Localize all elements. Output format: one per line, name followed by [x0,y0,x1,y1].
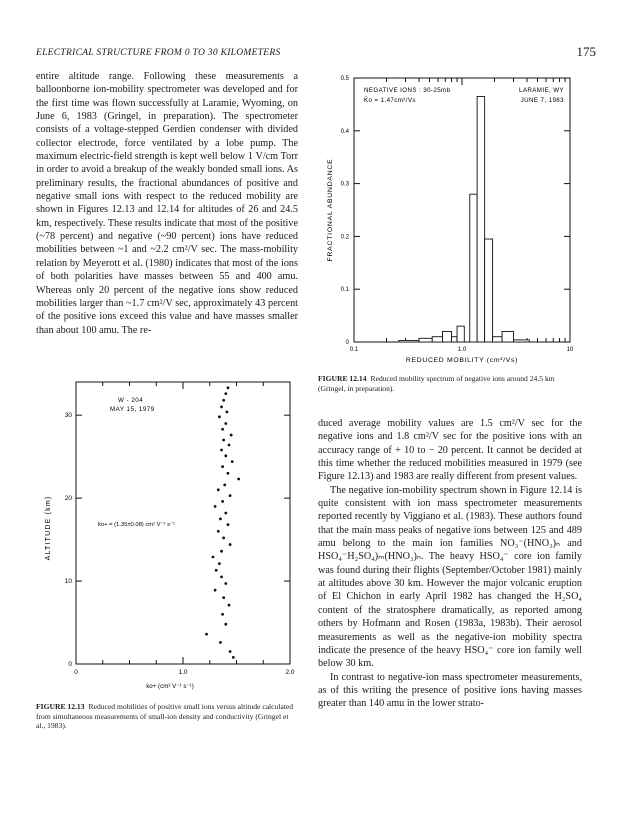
fig13-point [221,613,224,616]
caption-label: FIGURE 12.14 [318,374,367,383]
fig13-point [221,500,224,503]
fig13-point [224,623,227,626]
fig13-point [222,399,225,402]
fig13-point [222,596,225,599]
fig13-y-tick-label: 20 [64,495,72,503]
fig13-point [227,523,230,526]
fig13-point [237,478,240,481]
fig13-point [225,410,228,413]
fig13-point [232,656,235,659]
running-header: ELECTRICAL STRUCTURE FROM 0 TO 30 KILOMETERS [36,48,281,58]
fig14-bars [399,96,529,342]
fig13-point [229,650,232,653]
fig13-legend-flight: W - 204 [118,397,144,404]
fig13-x-axis [74,382,295,676]
fig13-point [220,449,223,452]
fig14-y-tick-label: 0.2 [340,234,349,241]
fig14-y-axis [341,76,570,346]
fig14-bar [470,194,477,342]
figure-12-14-chart [318,70,580,368]
fig13-point [227,386,230,389]
fig14-y-tick-label: 0.4 [340,128,349,135]
fig14-y-tick-label: 0 [345,340,349,346]
body-paragraph: entire altitude range. Following these measurements a balloonborne ion-mobility spectrometer was developed and for the first time was flown successfully at Laramie, Wyoming, on June 6, 1983 (Gringel, in preparation). The spectrometer consists of a voltage-stepped Gerdien condenser with divided collector electrode, force ventilated by a lobe pump. The maximum electric-field strength is kept well below 1 V/cm Torr in order to avoid a breakup of the weakly bonded small ions. As preliminary results, the fractional abundances of positive and negative small ions with respect to the reduced mobility are shown in Figures 12.13 and 12.14 for altitudes of 26 and 24.5 km, respectively. These results indicate that most of the positive (~78 percent) and negative (~90 percent) ions have reduced mobilities between ~1 and ~2.2 cm²/V sec. The mass-mobility relation by Meyerott et al. (1980) indicates that most of the ions of both polarities have masses between 55 and 400 amu. Whereas only 20 percent of the negative ions show reduced mobilities larger than ~1.7 cm²/V sec, approximately 43 percent of the positive ions exceed this value and have masses smaller than about 100 amu. The re- [36,71,298,336]
right-column-text [318,417,582,711]
fig13-point [221,428,224,431]
fig13-y-label: ALTITUDE (km) [45,495,52,561]
fig13-point [223,483,226,486]
fig14-y-tick-label: 0.5 [340,76,349,82]
fig13-y-tick-label: 30 [64,412,72,420]
fig13-point [205,633,208,636]
fig13-mean-annotation: k̄o+ = (1.35±0.08) cm² V⁻¹ s⁻¹ [98,522,175,528]
fig13-legend-date: MAY 15, 1979 [110,406,155,413]
fig14-x-tick-label: 1.0 [457,347,467,353]
figure-12-13-chart [36,378,298,698]
fig13-point [224,512,227,515]
fig13-point [220,405,223,408]
fig13-x-label: ko+ (cm² V⁻¹ s⁻¹) [146,683,194,690]
fig13-point [217,488,220,491]
caption-text: Reduced mobilities of positive small ions versus altitude calculated from simultaneous measurements of small-ion density and conductivity (Gringel et al., 1983). [36,702,294,731]
fig13-point [217,530,220,533]
fig13-point [221,465,224,468]
fig13-point [219,641,222,644]
fig14-x-label: REDUCED MOBILITY (cm²/Vs) [405,357,519,364]
fig13-point [231,460,234,463]
fig13-point [222,439,225,442]
fig14-bar [514,340,530,342]
fig14-bar [477,96,485,342]
fig14-x-axis [350,78,574,353]
figure-12-14-caption [318,374,582,393]
fig14-bar [502,331,513,342]
fig14-annotation-ions: NEGATIVE IONS : 30-25mb [364,87,451,94]
fig14-annotation-mean: K̄o = 1.47cm²/Vs [364,97,416,104]
fig13-x-tick-label: 0 [74,669,78,676]
fig13-point [229,494,232,497]
fig13-point [230,434,233,437]
fig14-y-tick-label: 0.1 [340,287,349,294]
fig14-x-tick-label: 0.1 [349,347,359,353]
fig13-point [227,472,230,475]
fig13-y-tick-label: 10 [64,578,72,586]
fig13-y-tick-label: 0 [68,661,72,668]
fig14-bar [457,326,464,342]
fig13-y-axis [65,412,290,668]
fig13-point [214,589,217,592]
fig13-point [228,604,231,607]
figure-12-13-caption [36,702,298,731]
left-column-text [36,70,298,337]
fig13-point [215,569,218,572]
fig13-point [219,517,222,520]
fig13-point [224,392,227,395]
fig14-bar [443,331,452,342]
fig14-y-label: FRACTIONAL ABUNDANCE [327,158,334,262]
fig13-point [218,562,221,565]
fig14-date: JUNE 7, 1983 [520,97,564,104]
caption-text: Reduced mobility spectrum of negative ions around 24.5 km (Gringel, in preparation). [318,374,555,393]
fig13-x-tick-label: 1.0 [178,669,188,676]
fig13-point [224,582,227,585]
fig14-y-tick-label: 0.3 [340,181,349,188]
fig14-bar [432,337,442,342]
fig13-point [220,550,223,553]
fig13-point [214,505,217,508]
fig13-point [222,537,225,540]
fig13-point [229,543,232,546]
fig13-data-points [205,386,240,658]
fig14-bar [493,337,502,342]
fig14-bar [419,338,432,342]
body-paragraph: In contrast to negative-ion mass spectrometer measurements, as of this writing the presence of positive ions having masses greater than 140 amu in the lower strato- [318,671,582,710]
caption-label: FIGURE 12.13 [36,702,85,711]
fig13-x-tick-label: 2.0 [285,669,295,676]
fig14-bar [485,239,493,342]
fig14-bar [399,340,419,342]
fig13-point [224,454,227,457]
fig13-point [212,556,215,559]
fig13-point [224,422,227,425]
page-number: 175 [576,44,596,59]
fig14-bar [452,337,458,342]
fig14-location: LARAMIE, WY [519,87,564,94]
fig13-point [220,576,223,579]
fig13-point [228,444,231,447]
fig14-x-tick-label: 10 [566,347,574,353]
body-paragraph: The negative ion-mobility spectrum shown in Figure 12.14 is quite consistent with ion mass spectrometer measurements reported recently by Viggiano et al. (1983). These authors found that the main mass peaks of negative ions between 125 and 489 amu belong to the main ion families NO₃⁻(HNO₃)ₙ and HSO₄⁻H₂SO₄)ₘ(HNO₃)ₙ. The heavy HSO₄⁻ core ion family was found during their flights (September/October 1981) mainly at altitudes above 30 km. However the major volcanic eruption of El Chichon in early April 1982 has changed the H₂SO₄ content of the stratosphere dramatically, as reported among others by Hofmann and Rosen (1983a, 1983b). Their aerosol measurements as well as the negative-ion mobility spectra indicate the presence of the heavy HSO₄⁻ core ion family well below 30 km. [318,484,582,670]
body-paragraph: duced average mobility values are 1.5 cm²/V sec for the negative ions and 1.8 cm²/V sec for the positive ions with an accuracy range of + 10 to − 20 percent. It cannot be decided at this time whether the reduced mobilities measured in 1979 (see Figure 12.13) and 1983 are really different from present values. [318,418,582,483]
fig13-point [218,415,221,418]
fig14-frame [354,78,570,342]
